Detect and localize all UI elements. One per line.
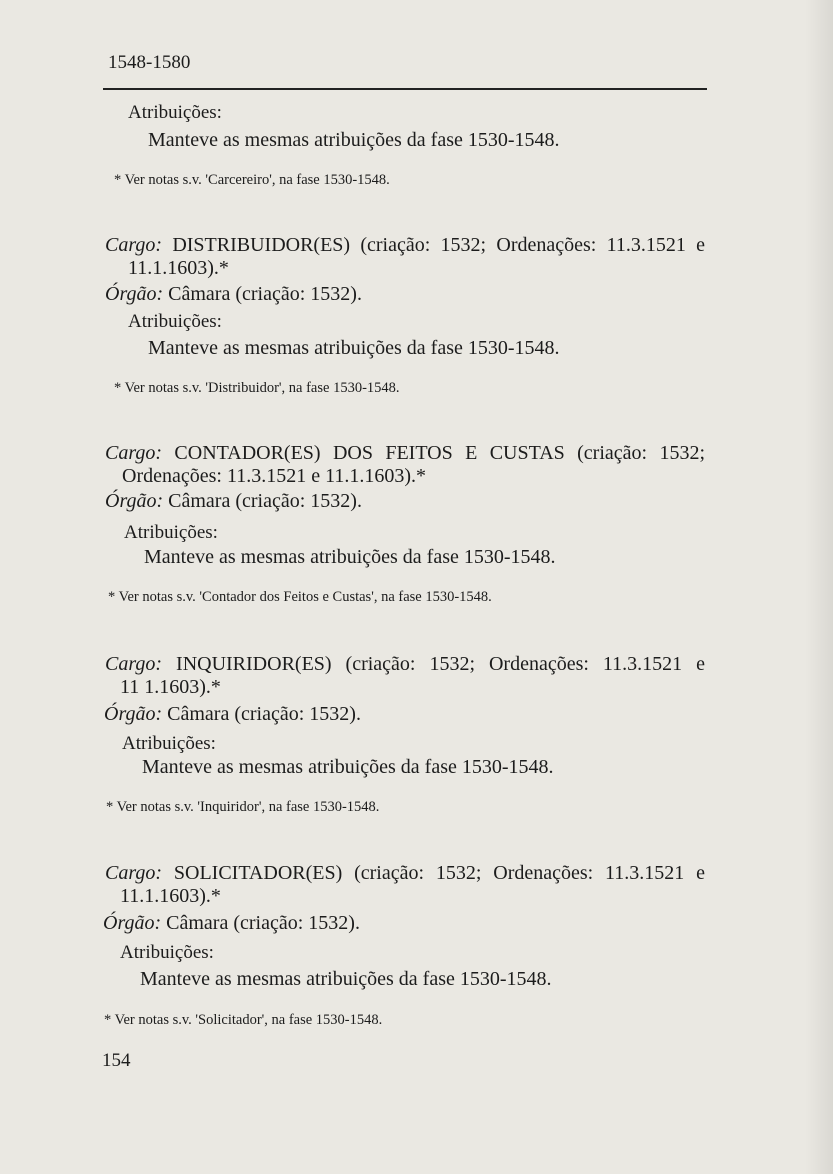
atribuicoes-label: Atribuições: xyxy=(128,102,222,123)
atribuicoes-text: Manteve as mesmas atribuições da fase 1530-1548. xyxy=(142,756,554,778)
cargo-line-2: 11.1.1603).* xyxy=(128,257,229,279)
footnote: * Ver notas s.v. 'Solicitador', na fase 1530-1548. xyxy=(104,1012,383,1028)
cargo-line-1 xyxy=(105,442,705,465)
cargo-label: Cargo: xyxy=(105,653,163,675)
cargo-title: SOLICITADOR(ES) (criação: 1532; Ordenações: 11.3.1521 e xyxy=(173,862,705,884)
orgao-label: Órgão: xyxy=(105,490,164,512)
cargo-title: INQUIRIDOR(ES) (criação: 1532; Ordenações: 11.3.1521 e xyxy=(176,653,706,675)
footnote: * Ver notas s.v. 'Inquiridor', na fase 1530-1548. xyxy=(106,799,380,815)
cargo-label: Cargo: xyxy=(105,862,163,884)
orgao-line xyxy=(105,490,362,513)
header-rule xyxy=(103,88,707,90)
cargo-title: CONTADOR(ES) DOS FEITOS E CUSTAS (criação: 1532; xyxy=(174,442,706,464)
atribuicoes-label: Atribuições: xyxy=(124,522,218,543)
page-number: 154 xyxy=(102,1050,131,1071)
cargo-line-2: 11.1.1603).* xyxy=(120,885,221,907)
orgao-text: Câmara (criação: 1532). xyxy=(168,283,362,305)
atribuicoes-text: Manteve as mesmas atribuições da fase 1530-1548. xyxy=(140,968,552,990)
cargo-label: Cargo: xyxy=(105,234,163,256)
atribuicoes-label: Atribuições: xyxy=(120,942,214,963)
cargo-line-1 xyxy=(105,862,705,885)
orgao-line xyxy=(104,703,361,726)
page-edge-shadow xyxy=(805,0,833,1174)
atribuicoes-label: Atribuições: xyxy=(128,311,222,332)
orgao-label: Órgão: xyxy=(105,283,164,305)
footnote: * Ver notas s.v. 'Distribuidor', na fase 1530-1548. xyxy=(114,380,400,396)
cargo-line-1 xyxy=(105,653,705,676)
atribuicoes-label: Atribuições: xyxy=(122,733,216,754)
orgao-line xyxy=(103,912,360,935)
cargo-label: Cargo: xyxy=(105,442,163,464)
cargo-line-1 xyxy=(105,234,705,257)
orgao-text: Câmara (criação: 1532). xyxy=(168,490,362,512)
running-head: 1548-1580 xyxy=(108,52,191,73)
cargo-title: DISTRIBUIDOR(ES) (criação: 1532; Ordenações: 11.3.1521 e xyxy=(172,234,705,256)
orgao-text: Câmara (criação: 1532). xyxy=(166,912,360,934)
orgao-text: Câmara (criação: 1532). xyxy=(167,703,361,725)
atribuicoes-text: Manteve as mesmas atribuições da fase 1530-1548. xyxy=(148,337,560,359)
orgao-label: Órgão: xyxy=(103,912,162,934)
cargo-line-2: Ordenações: 11.3.1521 e 11.1.1603).* xyxy=(122,465,427,487)
footnote: * Ver notas s.v. 'Contador dos Feitos e Custas', na fase 1530-1548. xyxy=(108,589,492,605)
orgao-label: Órgão: xyxy=(104,703,163,725)
atribuicoes-text: Manteve as mesmas atribuições da fase 1530-1548. xyxy=(148,129,560,151)
orgao-line xyxy=(105,283,362,306)
cargo-line-2: 11 1.1603).* xyxy=(120,676,221,698)
footnote: * Ver notas s.v. 'Carcereiro', na fase 1530-1548. xyxy=(114,172,390,188)
atribuicoes-text: Manteve as mesmas atribuições da fase 1530-1548. xyxy=(144,546,556,568)
